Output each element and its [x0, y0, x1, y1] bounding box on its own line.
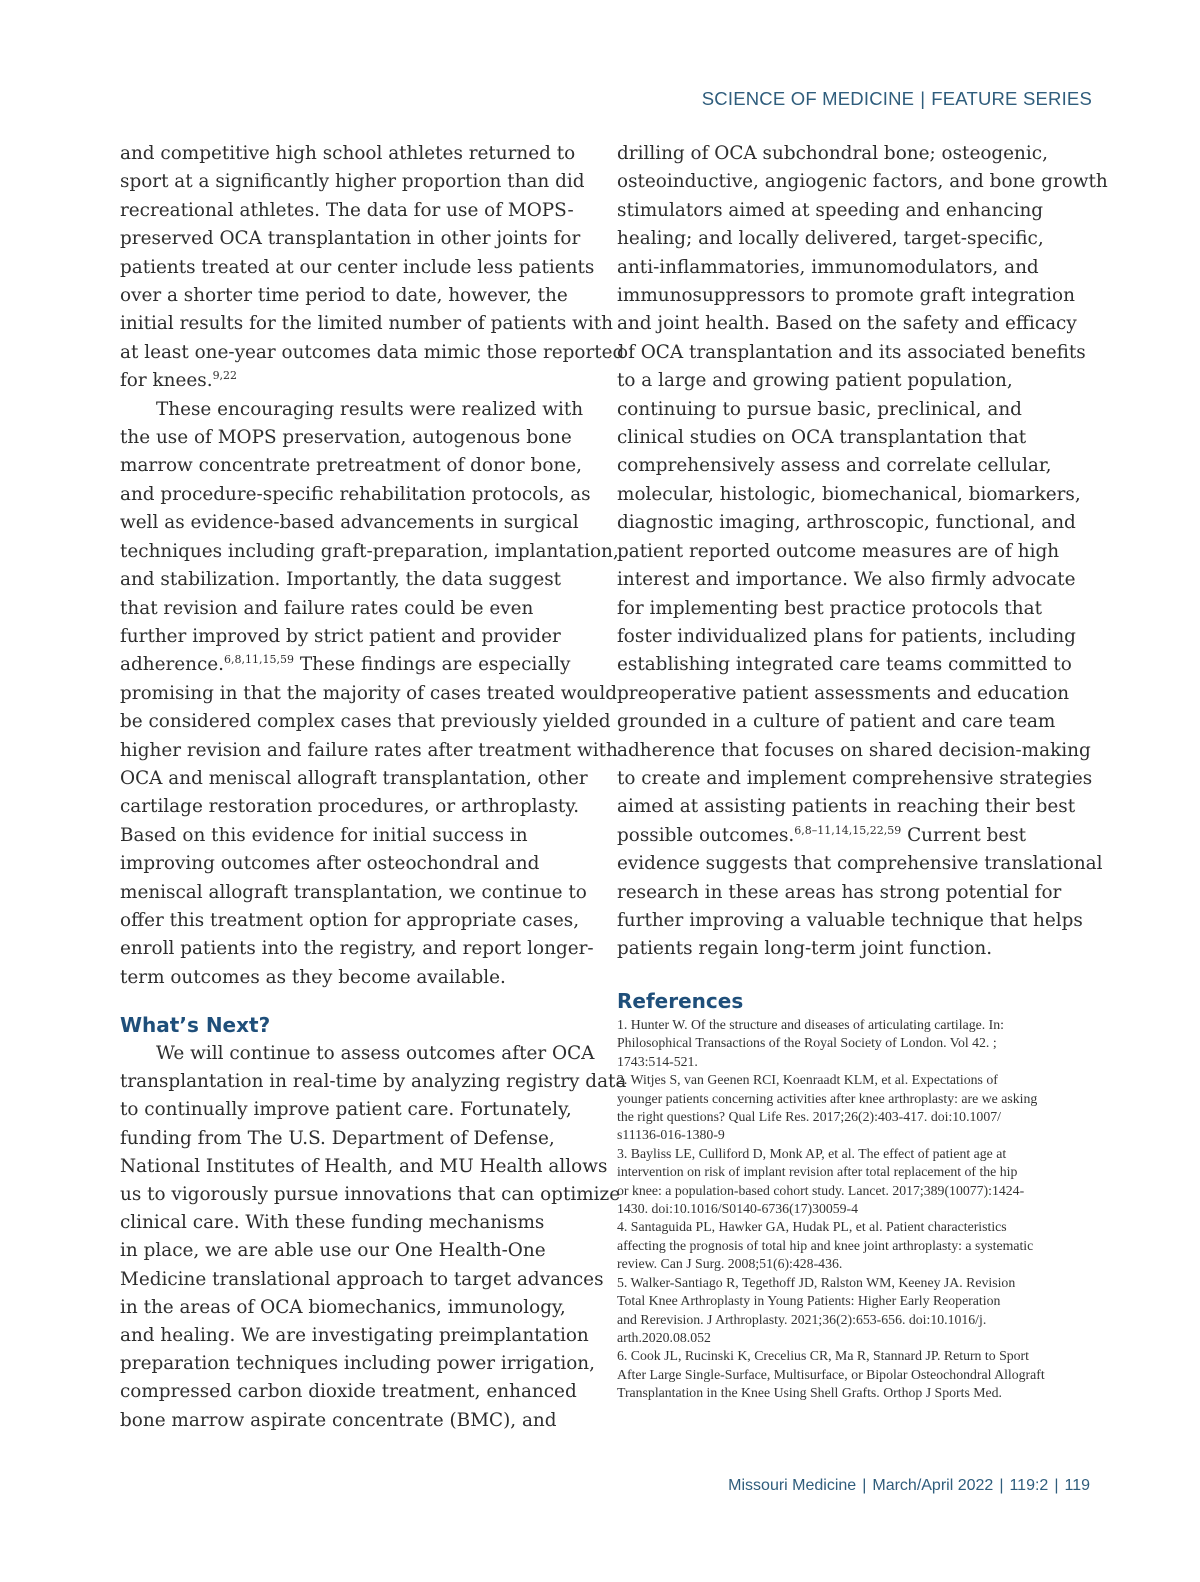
body-text: Current best [901, 824, 1027, 846]
reference-line: Transplantation in the Knee Using Shell Grafts. Orthop J Sports Med. [617, 1385, 1003, 1401]
body-line: offer this treatment option for appropriate cases, [120, 909, 580, 931]
body-line [617, 822, 1091, 850]
reference-line: 2. Witjes S, van Geenen RCI, Koenraadt KLM, et al. Expectations of [617, 1072, 998, 1088]
reference-line: intervention on risk of implant revision after total replacement of the hip [617, 1164, 1018, 1180]
body-line: diagnostic imaging, arthroscopic, functional, and [617, 512, 1076, 534]
reference-line: Total Knee Arthroplasty in Young Patients: Higher Early Reoperation [617, 1293, 1001, 1309]
body-text: possible outcomes. [617, 824, 795, 846]
body-line: foster individualized plans for patients, including [617, 625, 1076, 647]
citation-superscript: 6,8–11,14,15,22,59 [794, 823, 902, 837]
body-line: term outcomes as they become available. [120, 966, 506, 988]
body-line: patients regain long-term joint function. [617, 938, 993, 960]
body-line: evidence suggests that comprehensive translational [617, 853, 1103, 875]
footer-issue-date: March/April 2022 [872, 1477, 994, 1494]
footer-separator: | [999, 1477, 1004, 1494]
body-line: clinical studies on OCA transplantation that [617, 427, 1027, 449]
body-line: funding from The U.S. Department of Defense, [120, 1127, 555, 1149]
reference-line: 1. Hunter W. Of the structure and diseases of articulating cartilage. In: [617, 1017, 1004, 1032]
body-line: to a large and growing patient population, [617, 370, 1013, 392]
reference-line: or knee: a population-based cohort study. Lancet. 2017;389(10077):1424- [617, 1182, 1025, 1198]
body-line [120, 367, 598, 395]
body-line: Medicine translational approach to target advances [120, 1268, 604, 1290]
body-line: molecular, histologic, biomechanical, biomarkers, [617, 483, 1081, 505]
body-line: at least one-year outcomes data mimic those reported [120, 341, 625, 363]
body-line: and joint health. Based on the safety and efficacy [617, 313, 1077, 335]
body-line: the use of MOPS preservation, autogenous bone [120, 427, 572, 449]
body-line: improving outcomes after osteochondral and [120, 853, 540, 875]
reference-line: Philosophical Transactions of the Royal Society of London. Vol 42. ; [617, 1035, 997, 1051]
body-line: patients treated at our center include less patients [120, 256, 595, 278]
body-line: cartilage restoration procedures, or arthroplasty. [120, 796, 580, 818]
body-line: These encouraging results were realized with [156, 398, 584, 420]
reference-item [617, 1218, 1095, 1273]
body-line: enroll patients into the registry, and report longer- [120, 938, 594, 960]
body-line: interest and importance. We also firmly advocate [617, 569, 1076, 591]
body-line: preserved OCA transplantation in other joints for [120, 228, 581, 250]
body-line: We will continue to assess outcomes after OCA [156, 1043, 595, 1064]
body-line: aimed at assisting patients in reaching their best [617, 796, 1076, 818]
footer-volume: 119:2 [1009, 1477, 1049, 1494]
body-line: preoperative patient assessments and education [617, 682, 1070, 704]
body-line: research in these areas has strong potential for [617, 881, 1062, 903]
body-line: us to vigorously pursue innovations that can optimize [120, 1184, 621, 1206]
reference-line: the right questions? Qual Life Res. 2017;26(2):403-417. doi:10.1007/ [617, 1109, 1001, 1125]
body-line: higher revision and failure rates after treatment with [120, 739, 618, 761]
reference-item [617, 1347, 1095, 1402]
reference-line: affecting the prognosis of total hip and knee joint arthroplasty: a systematic [617, 1237, 1034, 1253]
body-line: clinical care. With these funding mechanisms [120, 1212, 545, 1234]
body-line: to continually improve patient care. Fortunately, [120, 1099, 572, 1121]
body-line: preparation techniques including power irrigation, [120, 1353, 595, 1375]
body-line: in place, we are able use our One Health-One [120, 1240, 546, 1262]
body-line: in the areas of OCA biomechanics, immunology, [120, 1296, 566, 1318]
reference-line: and Rerevision. J Arthroplasty. 2021;36(2):653-656. doi:10.1016/j. [617, 1311, 987, 1327]
body-line: to create and implement comprehensive strategies [617, 767, 1093, 789]
reference-line: younger patients concerning activities after knee arthroplasty: are we asking [617, 1090, 1038, 1106]
body-text: These findings are especially [294, 654, 571, 676]
page-footer [728, 1477, 1090, 1495]
body-line: comprehensively assess and correlate cellular, [617, 455, 1052, 477]
body-line: initial results for the limited number of patients with [120, 313, 613, 335]
body-line: and healing. We are investigating preimplantation [120, 1325, 589, 1347]
body-line: National Institutes of Health, and MU Health allows [120, 1155, 608, 1177]
body-line: further improving a valuable technique that helps [617, 909, 1083, 931]
references-heading: References [617, 989, 744, 1013]
body-line: compressed carbon dioxide treatment, enhanced [120, 1381, 577, 1403]
footer-separator: | [862, 1477, 867, 1494]
body-text: adherence. [120, 654, 225, 676]
body-line: well as evidence-based advancements in surgical [120, 512, 579, 534]
body-line: promising in that the majority of cases treated would [120, 682, 618, 704]
body-line: continuing to pursue basic, preclinical, and [617, 398, 1022, 420]
body-line: healing; and locally delivered, target-specific, [617, 228, 1044, 250]
header-series: FEATURE SERIES [931, 88, 1092, 109]
reference-line: 3. Bayliss LE, Culliford D, Monk AP, et al. The effect of patient age at [617, 1145, 1007, 1161]
body-line [120, 651, 598, 679]
reference-line: arth.2020.08.052 [617, 1329, 711, 1345]
body-line: and competitive high school athletes returned to [120, 143, 576, 164]
body-line: bone marrow aspirate concentrate (BMC), and [120, 1409, 557, 1431]
body-line: and procedure-specific rehabilitation protocols, as [120, 483, 591, 505]
footer-journal: Missouri Medicine [728, 1477, 857, 1494]
body-line: and stabilization. Importantly, the data suggest [120, 569, 562, 591]
reference-line: After Large Single-Surface, Multisurface, or Bipolar Osteochondral Allograft [617, 1366, 1045, 1382]
right-column [617, 140, 1108, 964]
reference-line: 4. Santaguida PL, Hawker GA, Hudak PL, et al. Patient characteristics [617, 1219, 1007, 1235]
body-line: adherence that focuses on shared decision-making [617, 739, 1091, 761]
reference-item [617, 1071, 1095, 1145]
body-line: OCA and meniscal allograft transplantation, other [120, 767, 588, 789]
reference-line: review. Can J Surg. 2008;51(6):428-436. [617, 1256, 843, 1272]
body-line: patient reported outcome measures are of high [617, 540, 1060, 562]
body-line: for implementing best practice protocols that [617, 597, 1042, 619]
left-column [120, 140, 625, 992]
citation-superscript: 9,22 [212, 369, 238, 383]
body-line: over a shorter time period to date, however, the [120, 285, 568, 307]
body-line: establishing integrated care teams committed to [617, 654, 1072, 676]
body-line: meniscal allograft transplantation, we continue to [120, 881, 587, 903]
body-line: marrow concentrate pretreatment of donor bone, [120, 455, 582, 477]
reference-line: 1430. doi:10.1016/S0140-6736(17)30059-4 [617, 1201, 859, 1217]
body-line: of OCA transplantation and its associated benefits [617, 341, 1086, 363]
reference-line: 5. Walker-Santiago R, Tegethoff JD, Ralston WM, Keeney JA. Revision [617, 1274, 1016, 1290]
body-line: stimulators aimed at speeding and enhancing [617, 199, 1044, 221]
reference-item [617, 1016, 1095, 1071]
reference-item [617, 1145, 1095, 1219]
body-line: Based on this evidence for initial success in [120, 824, 528, 846]
citation-superscript: 6,8,11,15,59 [224, 653, 294, 667]
body-line: osteoinductive, angiogenic factors, and bone growth [617, 171, 1108, 193]
reference-item [617, 1274, 1095, 1348]
reference-line: 6. Cook JL, Rucinski K, Crecelius CR, Ma R, Stannard JP. Return to Sport [617, 1348, 1029, 1364]
reference-line: s11136-016-1380-9 [617, 1127, 725, 1143]
references-list [617, 1016, 1095, 1403]
body-line: immunosuppressors to promote graft integration [617, 285, 1075, 307]
body-line: that revision and failure rates could be even [120, 597, 534, 619]
footer-separator: | [1054, 1477, 1059, 1494]
body-text: for knees. [120, 370, 213, 392]
header-separator: | [920, 88, 926, 109]
page-number: 119 [1064, 1477, 1090, 1494]
body-line: techniques including graft-preparation, implantation, [120, 540, 619, 562]
body-line: anti-inflammatories, immunomodulators, and [617, 256, 1039, 278]
body-line: grounded in a culture of patient and care team [617, 711, 1056, 733]
body-line: sport at a significantly higher proportion than did [120, 171, 585, 193]
running-header [702, 88, 1092, 110]
body-line: drilling of OCA subchondral bone; osteogenic, [617, 143, 1048, 164]
reference-line: 1743:514-521. [617, 1053, 698, 1069]
body-line: recreational athletes. The data for use of MOPS- [120, 199, 574, 221]
body-line: further improved by strict patient and provider [120, 625, 561, 647]
whats-next-section [120, 1040, 627, 1435]
body-line: be considered complex cases that previously yielded [120, 711, 611, 733]
header-section: SCIENCE OF MEDICINE [701, 88, 915, 109]
whats-next-heading: What’s Next? [120, 1013, 271, 1037]
body-line: transplantation in real-time by analyzing registry data [120, 1071, 627, 1093]
